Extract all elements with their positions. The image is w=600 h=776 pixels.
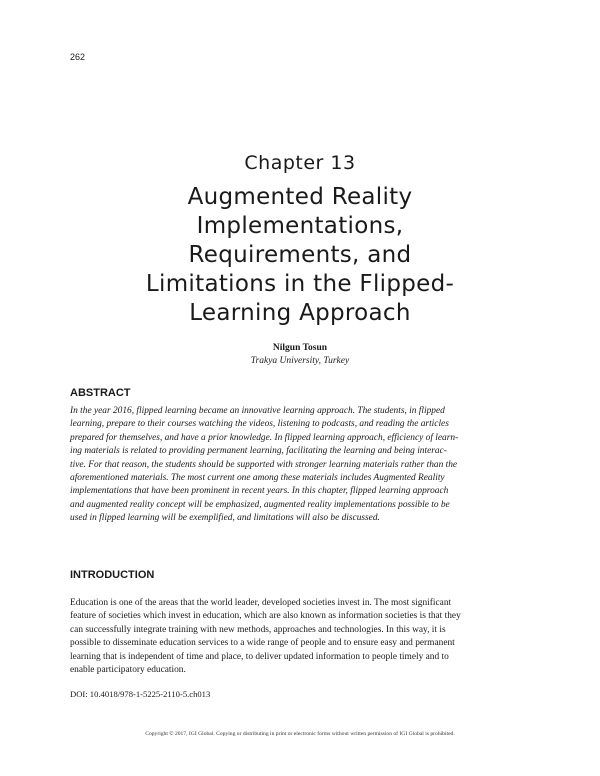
- introduction-body: [70, 597, 532, 677]
- abstract-line: used in flipped learning will be exemplified, and limitations will also be discussed.: [70, 513, 380, 524]
- chapter-title-line: Implementations,: [196, 213, 404, 239]
- introduction-line: Education is one of the areas that the world leader, developed societies invest in. The most significant: [70, 598, 452, 608]
- abstract-line: In the year 2016, flipped learning became an innovative learning approach. The students, in flipped: [70, 406, 445, 416]
- author-affiliation: Trakya University, Turkey: [250, 356, 350, 366]
- introduction-line: can successfully integrate training with new methods, approaches and technologies. In this way, it is: [70, 624, 446, 635]
- introduction-heading: INTRODUCTION: [70, 569, 155, 581]
- chapter-title: [60, 183, 540, 328]
- copyright-notice: Copyright © 2017, IGI Global. Copying or distributing in print or electronic forms without written permission of IGI Global is prohibited.: [145, 731, 455, 737]
- chapter-title-line: Limitations in the Flipped-: [145, 271, 455, 297]
- introduction-line: enable participatory education.: [70, 665, 186, 676]
- abstract-line: aforementioned materials. The most current one among these materials includes Augmented Reality: [70, 473, 445, 484]
- abstract-line: learning, prepare to their courses watching the videos, listening to podcasts, and reading the articles: [70, 419, 449, 430]
- introduction-line: learning that is independent of time and place, to deliver updated information to people timely and to: [70, 651, 449, 662]
- abstract-line: tive. For that reason, the students should be supported with stronger learning materials rather than the: [70, 459, 458, 470]
- abstract-line: implementations that have been prominent in recent years. In this chapter, flipped learning approach: [70, 486, 449, 497]
- doi: DOI: 10.4018/978-1-5225-2110-5.ch013: [70, 689, 211, 699]
- abstract-line: prepared for themselves, and have a prior knowledge. In flipped learning approach, efficiency of learn-: [70, 432, 459, 443]
- introduction-line: feature of societies which invest in education, which are also known as information societies is that they: [70, 611, 461, 622]
- introduction-line: possible to disseminate education services to a wide range of people and to ensure easy and permanent: [70, 638, 455, 649]
- chapter-title-line: Requirements, and: [188, 242, 412, 268]
- chapter-title-line: Augmented Reality: [187, 184, 413, 210]
- page-number: 262: [70, 52, 86, 62]
- abstract-line: ing materials is related to providing permanent learning, facilitating the learning and being interac-: [70, 446, 447, 457]
- chapter-label: Chapter 13: [244, 152, 356, 174]
- chapter-title-line: Learning Approach: [189, 300, 411, 326]
- abstract-heading: ABSTRACT: [70, 387, 131, 399]
- abstract-line: and augmented reality concept will be emphasized, augmented reality implementations possible to be: [70, 499, 450, 510]
- abstract-body: [70, 405, 532, 526]
- author-name: Nilgun Tosun: [272, 343, 328, 353]
